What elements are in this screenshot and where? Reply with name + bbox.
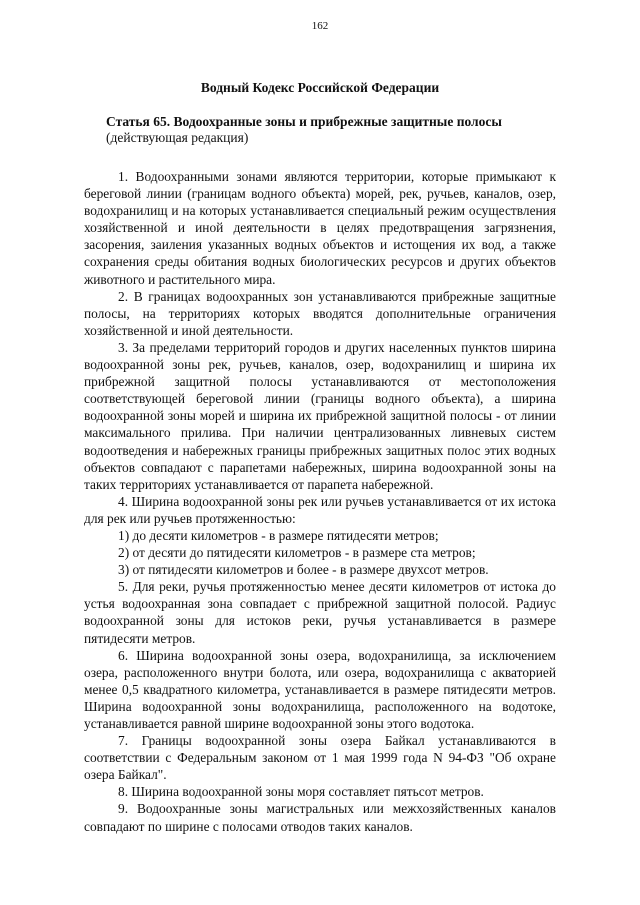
paragraph-3: 3. За пределами территорий городов и других населенных пунктов ширина водоохранной зоны рек, ручьев, каналов, озер, водохранилищ и ширина их прибрежной защитной полосы устанавливаются от местоположения соответствующей береговой линии (границы водного объекта), а ширина водоохранной зоны морей и ширина их прибрежной защитной полосы - от линии максимального прилива. При наличии централизованных ливневых систем водоотведения и набережных границы прибрежных защитных полос этих водных объектов совпадают с парапетами набережных, ширина водоохранной зоны на таких территориях устанавливается от парапета набережной. [84,339,556,492]
paragraph-4: 4. Ширина водоохранной зоны рек или ручьев устанавливается от их истока для рек или ручьев протяженностью: [84,493,556,526]
article-body [84,168,556,835]
list-item-3: 3) от пятидесяти километров и более - в размере двухсот метров. [118,562,489,578]
page-number: 162 [311,20,329,32]
paragraph-8: 8. Ширина водоохранной зоны моря составляет пятьсот метров. [118,784,484,800]
list-item-2: 2) от десяти до пятидесяти километров - в размере ста метров; [118,545,476,561]
document-title: Водный Кодекс Российской Федерации [200,80,440,95]
list-item-1: 1) до десяти километров - в размере пятидесяти метров; [118,527,439,543]
paragraph-2: 2. В границах водоохранных зон устанавливаются прибрежные защитные полосы, на территориях которых вводятся дополнительные ограничения хозяйственной и иной деятельности. [84,288,556,338]
paragraph-1: 1. Водоохранными зонами являются территории, которые примыкают к береговой линии (границам водного объекта) морей, рек, ручьев, каналов, озер, водохранилищ и на которых устанавливается специальный режим осуществления хозяйственной и иной деятельности в целях предотвращения загрязнения, засорения, заиления указанных водных объектов и истощения их вод, а также сохранения среды обитания водных биологических ресурсов и других объектов животного и растительного мира. [84,169,556,287]
paragraph-9: 9. Водоохранные зоны магистральных или межхозяйственных каналов совпадают по ширине с полосами отводов таких каналов. [84,801,556,834]
article-heading: Статья 65. Водоохранные зоны и прибрежные защитные полосы [106,114,502,129]
paragraph-6: 6. Ширина водоохранной зоны озера, водохранилища, за исключением озера, расположенного внутри болота, или озера, водохранилища с акваторией менее 0,5 квадратного километра, устанавливается в размере пятидесяти метров. Ширина водоохранной зоны водохранилища, расположенного на водотоке, устанавливается равной ширине водоохранной зоны этого водотока. [84,647,556,731]
paragraph-7: 7. Границы водоохранной зоны озера Байкал устанавливаются в соответствии с Федеральным законом от 1 мая 1999 года N 94-ФЗ "Об охране озера Байкал". [84,733,556,783]
article-header [106,114,566,146]
paragraph-5: 5. Для реки, ручья протяженностью менее десяти километров от истока до устья водоохранная зона совпадает с прибрежной защитной полосой. Радиус водоохранной зоны для истоков реки, ручья устанавливается в размере пятидесяти метров. [84,579,556,646]
article-edition-note: (действующая редакция) [106,130,249,145]
